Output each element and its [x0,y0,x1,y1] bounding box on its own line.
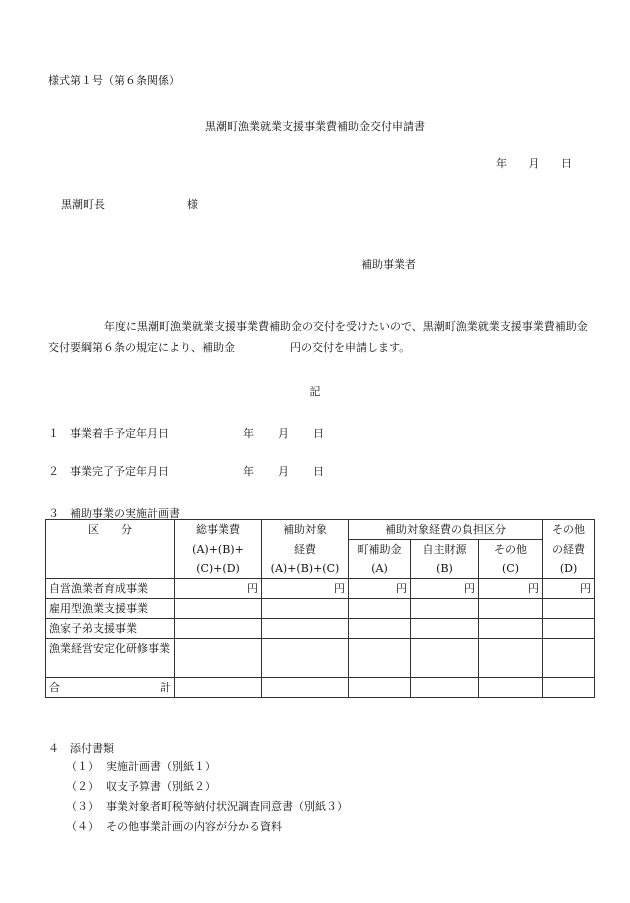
ki-heading: 記 [309,385,321,398]
section3-title: ３ 補助事業の実施計画書 [48,507,180,520]
header-total-formula-2: (C)+(D) [175,559,262,579]
implementation-plan-table [45,519,595,698]
header-burden-division: 補助対象経費の負担区分 [349,520,543,540]
section4-title: ４ 添付書類 [48,742,114,755]
table-cell[interactable] [175,678,262,698]
header-total-formula-1: (A)+(B)+ [175,540,262,560]
table-cell[interactable] [262,599,349,619]
item-end-date [48,463,324,479]
table-cell[interactable] [411,639,479,678]
attachment-number: （２） [66,780,99,793]
item-label: 事業着手予定年月日 [70,427,169,440]
attachment-item [66,758,216,774]
attachment-text: 実施計画書（別紙１） [106,760,216,773]
table-cell[interactable] [543,619,595,639]
table-cell[interactable] [479,619,543,639]
header-subsidy-cost: 補助対象 [262,520,349,540]
table-cell[interactable] [262,678,349,698]
header-other-code: (C) [479,559,543,579]
attachment-number: （１） [66,760,99,773]
addressee [61,196,198,212]
table-cell[interactable] [479,599,543,619]
item-month: 月 [278,427,289,440]
table-cell[interactable] [543,599,595,619]
table-cell[interactable] [175,599,262,619]
header-category: 区 分 [46,520,175,540]
item-year: 年 [243,427,254,440]
table-row [46,639,595,678]
item-day: 日 [313,427,324,440]
table-cell[interactable] [411,619,479,639]
header-own-funds: 自主財源 [411,540,479,560]
table-cell[interactable] [411,678,479,698]
table-cell[interactable] [349,678,411,698]
table-cell[interactable] [175,639,262,678]
table-row [46,599,595,619]
unit-cell: 円 [262,579,349,599]
header-other-expense: その他 [543,520,595,540]
attachment-text: 事業対象者町税等納付状況調査同意書（別紙３） [106,800,348,813]
date-day: 日 [561,157,572,170]
table-row [46,579,595,599]
header-town-code: (A) [349,559,411,579]
table-cell[interactable] [349,639,411,678]
header-other-expense-line-2: の経費 [543,540,595,560]
attachment-number: （３） [66,800,99,813]
table-cell[interactable] [349,599,411,619]
row-label: 自営漁業者育成事業 [46,579,175,599]
row-label: 漁業経営安定化研修事業 [46,639,175,678]
unit-cell: 円 [175,579,262,599]
unit-cell: 円 [543,579,595,599]
item-day: 日 [313,465,324,478]
table-row-total [46,678,595,698]
header-other-expense-code: (D) [543,559,595,579]
attachment-text: 収支予算書（別紙２） [106,780,216,793]
header-subsidy-formula: (A)+(B)+(C) [262,559,349,579]
header-other: その他 [479,540,543,560]
applicant-label: 補助事業者 [361,258,416,271]
item-year: 年 [243,465,254,478]
unit-cell: 円 [479,579,543,599]
item-number: １ [48,427,59,440]
header-category-blank [46,540,175,560]
table-cell[interactable] [543,678,595,698]
attachment-item [66,818,282,834]
table-cell[interactable] [411,599,479,619]
date-line [496,155,572,171]
attachment-item [66,778,216,794]
row-label: 漁家子弟支援事業 [46,619,175,639]
addressee-honorific: 様 [187,198,198,211]
table-cell[interactable] [262,619,349,639]
unit-cell: 円 [411,579,479,599]
document-title: 黒潮町漁業就業支援事業費補助金交付申請書 [205,120,425,133]
item-start-date [48,425,324,441]
header-total-cost: 総事業費 [175,520,262,540]
form-number: 様式第１号（第６条関係） [48,74,180,87]
table-cell[interactable] [349,619,411,639]
date-year: 年 [496,157,507,170]
item-month: 月 [278,465,289,478]
unit-cell: 円 [349,579,411,599]
attachment-number: （４） [66,820,99,833]
item-label: 事業完了予定年月日 [70,465,169,478]
table-cell[interactable] [543,639,595,678]
date-month: 月 [528,157,540,170]
header-own-code: (B) [411,559,479,579]
total-label: 合 計 [46,678,175,698]
addressee-name: 黒潮町長 [61,198,105,211]
table-row [46,619,595,639]
item-number: ２ [48,465,59,478]
header-category-blank [46,559,175,579]
application-body-text: 年度に黒潮町漁業就業支援事業費補助金の交付を受けたいので、黒潮町漁業就業支援事業費補助金交付要綱第６条の規定により、補助金 円の交付を申請します。 [48,320,588,354]
attachment-text: その他事業計画の内容が分かる資料 [106,820,282,833]
row-label: 雇用型漁業支援事業 [46,599,175,619]
attachment-item [66,798,348,814]
table-cell[interactable] [479,639,543,678]
table-cell[interactable] [175,619,262,639]
header-town-subsidy: 町補助金 [349,540,411,560]
table-cell[interactable] [262,639,349,678]
header-subsidy-line-2: 経費 [262,540,349,560]
table-cell[interactable] [479,678,543,698]
